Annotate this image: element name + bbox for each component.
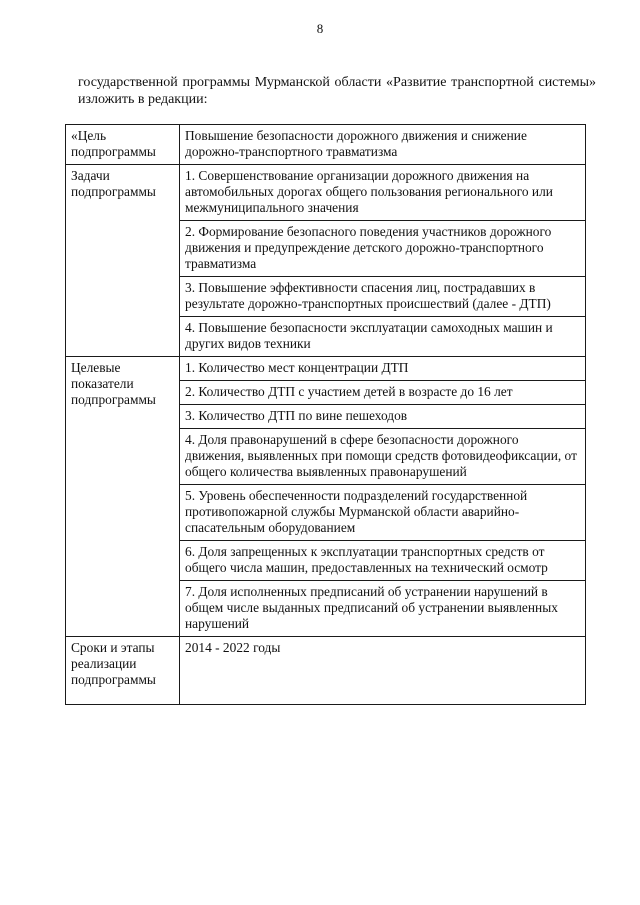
subprogram-passport-table — [65, 124, 586, 705]
table-row — [66, 637, 586, 705]
passport-table-body — [66, 125, 586, 705]
row-label: Целевые показатели подпрограммы — [66, 357, 180, 637]
row-value: 2. Формирование безопасного поведения участников дорожного движения и предупреждение детского дорожно-транспортного травматизма — [180, 221, 586, 277]
row-label: Задачи подпрограммы — [66, 165, 180, 357]
row-value: 2014 - 2022 годы — [180, 637, 586, 705]
table-row — [66, 125, 586, 165]
row-label: Сроки и этапы реализации подпрограммы — [66, 637, 180, 705]
row-value: 3. Количество ДТП по вине пешеходов — [180, 405, 586, 429]
row-value: 4. Повышение безопасности эксплуатации самоходных машин и других видов техники — [180, 317, 586, 357]
row-value: 4. Доля правонарушений в сфере безопасности дорожного движения, выявленных при помощи средств фотовидеофиксации, от общего количества выявленных правонарушений — [180, 429, 586, 485]
row-value: 1. Совершенствование организации дорожного движения на автомобильных дорогах общего пользования регионального или межмуниципального значения — [180, 165, 586, 221]
row-value: 2. Количество ДТП с участием детей в возрасте до 16 лет — [180, 381, 586, 405]
table-row — [66, 165, 586, 221]
row-value: 7. Доля исполненных предписаний об устранении нарушений в общем числе выданных предписаний об устранении выявленных нарушений — [180, 581, 586, 637]
intro-paragraph: государственной программы Мурманской области «Развитие транспортной системы» изложить в редакции: — [78, 75, 596, 107]
table-row — [66, 357, 586, 381]
page-number: 8 — [316, 21, 324, 36]
row-value: 5. Уровень обеспеченности подразделений государственной противопожарной службы Мурманской области аварийно-спасательным оборудованием — [180, 485, 586, 541]
row-value: Повышение безопасности дорожного движения и снижение дорожно-транспортного травматизма — [180, 125, 586, 165]
row-value: 1. Количество мест концентрации ДТП — [180, 357, 586, 381]
row-value: 6. Доля запрещенных к эксплуатации транспортных средств от общего числа машин, предоставленных на технический осмотр — [180, 541, 586, 581]
row-label: «Цель подпрограммы — [66, 125, 180, 165]
row-value: 3. Повышение эффективности спасения лиц, пострадавших в результате дорожно-транспортных происшествий (далее - ДТП) — [180, 277, 586, 317]
